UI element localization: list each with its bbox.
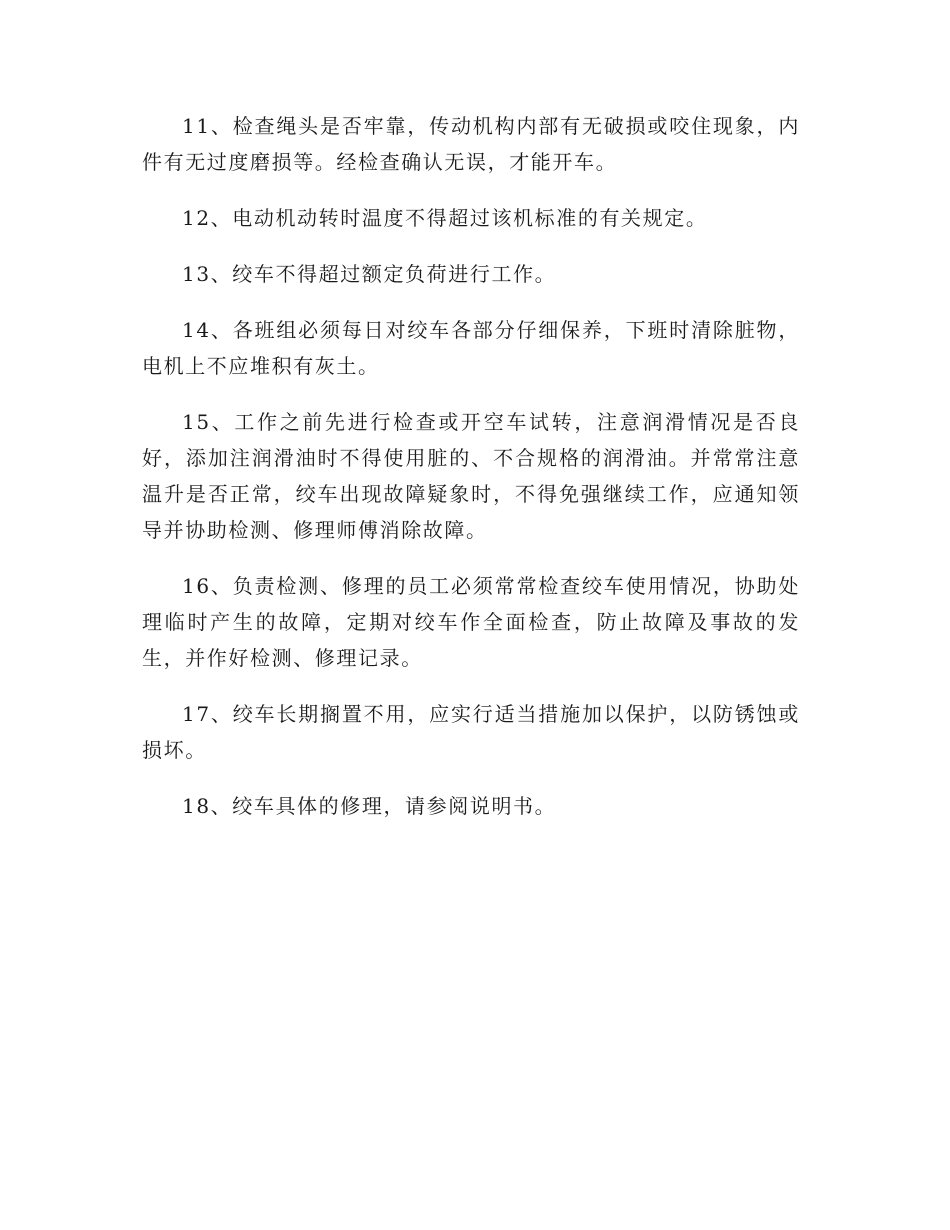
paragraph-item-14: 14、各班组必须每日对绞车各部分仔细保养，下班时清除脏物，电机上不应堆积有灰土。 xyxy=(142,318,800,378)
paragraph-item-12: 12、电动机动转时温度不得超过该机标准的有关规定。 xyxy=(182,206,708,230)
paragraph-item-13: 13、绞车不得超过额定负荷进行工作。 xyxy=(182,262,557,286)
document-body xyxy=(142,108,800,844)
paragraph-item-11: 11、检查绳头是否牢靠，传动机构内部有无破损或咬住现象，内件有无过度磨损等。经检查确认无误，才能开车。 xyxy=(142,114,800,174)
paragraph-item-18: 18、绞车具体的修理，请参阅说明书。 xyxy=(182,794,557,818)
paragraph-item-16: 16、负责检测、修理的员工必须常常检查绞车使用情况，协助处理临时产生的故障，定期对绞车作全面检查，防止故障及事故的发生，并作好检测、修理记录。 xyxy=(142,574,800,670)
paragraph-item-15: 15、工作之前先进行检查或开空车试转，注意润滑情况是否良好，添加注润滑油时不得使用脏的、不合规格的润滑油。并常常注意温升是否正常，绞车出现故障疑象时，不得免强继续工作，应通知领导并协助检测、修理师傅消除故障。 xyxy=(142,410,800,542)
paragraph-item-17: 17、绞车长期搁置不用，应实行适当措施加以保护，以防锈蚀或损坏。 xyxy=(142,702,800,762)
